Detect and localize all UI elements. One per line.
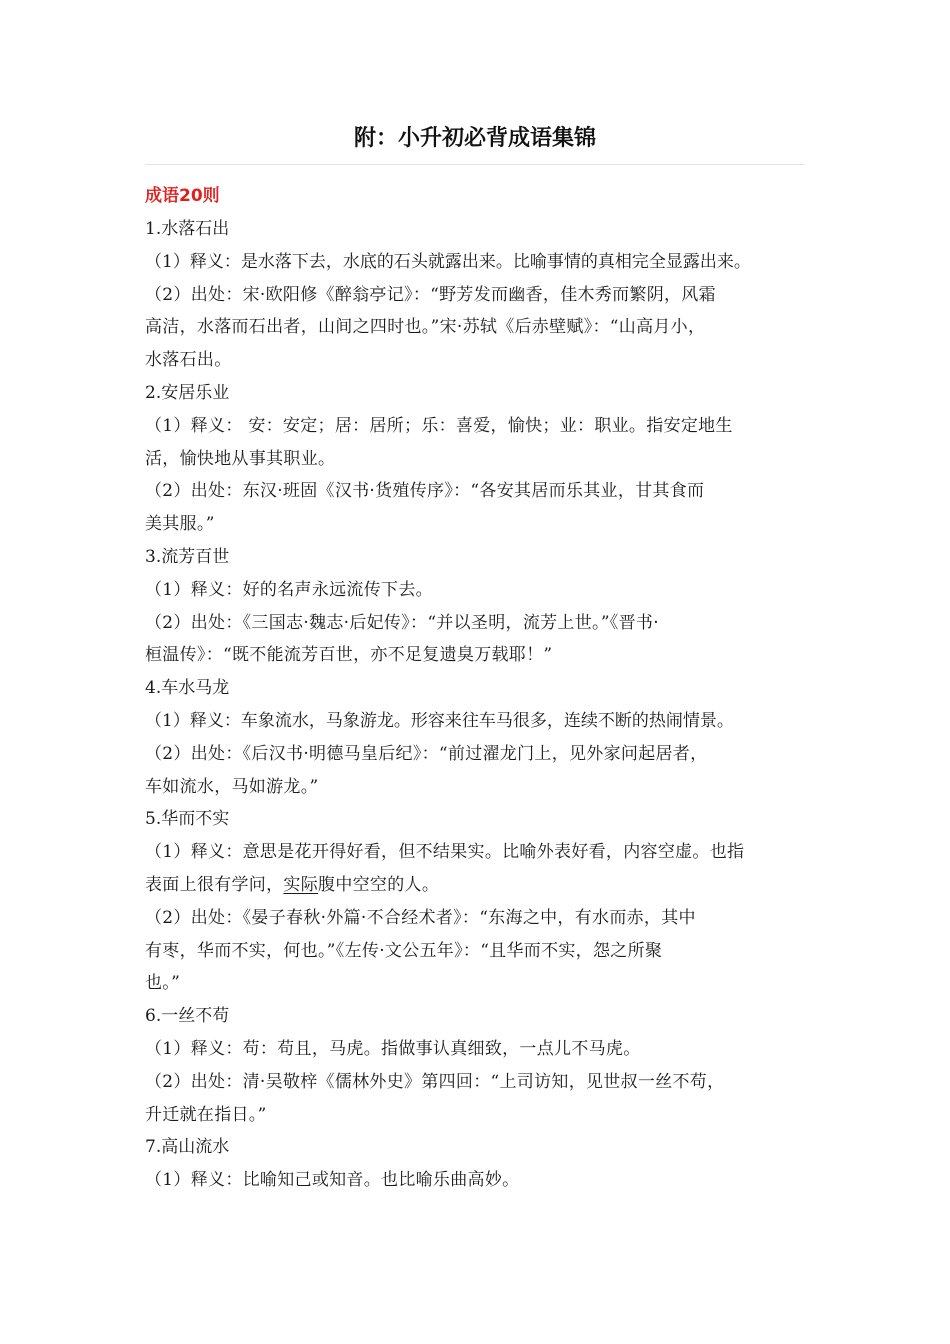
idiom-source: （2）出处：《晏子春秋·外篇·不合经术者》：“东海之中，有水而赤，其中 — [145, 907, 696, 928]
idiom-entry — [145, 377, 815, 541]
idiom-source: （2）出处：东汉·班固《汉书·货殖传序》：“各安其居而乐其业，甘其食而 — [145, 481, 705, 502]
idiom-title: 3.流芳百世 — [145, 546, 230, 567]
title-divider — [145, 164, 805, 165]
idiom-source: （2）出处：《三国志·魏志·后妃传》：“并以圣明，流芳上世。”《晋书· — [145, 612, 659, 633]
idiom-title: 1.水落石出 — [145, 219, 230, 239]
page-title: 附：小升初必背成语集锦 — [353, 126, 596, 151]
idiom-entry — [145, 1000, 815, 1131]
idiom-entry — [145, 803, 815, 1000]
idiom-title: 2.安居乐业 — [145, 382, 230, 403]
idiom-meaning: （1）释义：意思是花开得好看，但不结果实。比喻外表好看，内容空虚。也指 — [145, 842, 745, 863]
idiom-entry — [145, 541, 815, 672]
idiom-meaning-continued — [145, 869, 815, 902]
idiom-source: （2）出处：宋·欧阳修《醉翁亭记》：“野芳发而幽香，佳木秀而繁阴，风霜 — [145, 284, 716, 305]
idiom-source-continued: 美其服。” — [145, 514, 215, 535]
idiom-meaning-continued: 活，愉快地从事其职业。 — [145, 448, 336, 469]
idiom-source-continued: 车如流水，马如游龙。” — [145, 776, 319, 797]
idiom-title: 4.车水马龙 — [145, 678, 230, 699]
meaning-text-after: 腹中空空的人。 — [318, 874, 440, 895]
underlined-word: 实际 — [283, 874, 319, 895]
idiom-meaning: （1）释义：好的名声永远流传下去。 — [145, 579, 433, 600]
idiom-entry — [145, 213, 815, 377]
idiom-title: 7.高山流水 — [145, 1137, 230, 1158]
idiom-title: 5.华而不实 — [145, 809, 230, 830]
idiom-meaning: （1）释义：苟：苟且，马虎。指做事认真细致，一点儿不马虎。 — [145, 1038, 641, 1059]
idiom-source-continued: 水落石出。 — [145, 350, 232, 371]
section-heading: 成语20则 — [145, 186, 220, 206]
idiom-meaning: （1）释义：车象流水，马象游龙。形容来往车马很多，连续不断的热闹情景。 — [145, 710, 734, 731]
idiom-title: 6.一丝不苟 — [145, 1006, 230, 1027]
idiom-meaning: （1）释义：是水落下去，水底的石头就露出来。比喻事情的真相完全显露出来。 — [145, 251, 751, 272]
idiom-source-continued: 升迁就在指日。” — [145, 1104, 267, 1125]
idiom-entry — [145, 672, 815, 803]
idiom-entry — [145, 1131, 815, 1197]
idiom-source-continued: 桓温传》：“既不能流芳百世，亦不足复遗臭万载耶！” — [145, 645, 553, 666]
idiom-meaning: （1）释义： 安：安定；居：居所；乐：喜爱，愉快；业：职业。指安定地生 — [145, 415, 733, 436]
idiom-source: （2）出处：清·吴敬梓《儒林外史》第四回：“上司访知，见世叔一丝不苟， — [145, 1071, 725, 1092]
idiom-meaning: （1）释义：比喻知己或知音。也比喻乐曲高妙。 — [145, 1170, 520, 1191]
idiom-source-continued: 也。” — [145, 973, 181, 994]
idiom-source-continued: 有枣，华而不实，何也。”《左传·文公五年》：“且华而不实，怨之所聚 — [145, 940, 663, 961]
idiom-source-continued: 高洁，水落而石出者，山间之四时也。”宋·苏轼《后赤壁赋》：“山高月小， — [145, 317, 706, 338]
document-body — [145, 180, 815, 1197]
idiom-source: （2）出处：《后汉书·明德马皇后纪》：“前过濯龙门上，见外家问起居者， — [145, 743, 708, 764]
meaning-text-before: 表面上很有学问， — [145, 874, 284, 895]
